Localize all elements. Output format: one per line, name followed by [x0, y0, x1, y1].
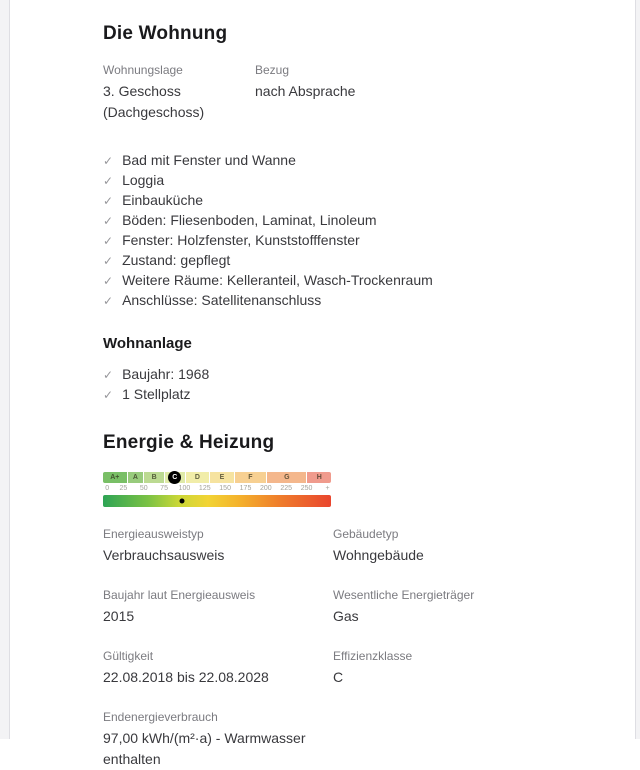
list-item	[103, 151, 573, 171]
field-label: Gültigkeit	[103, 649, 154, 663]
check-icon: ✓	[103, 274, 114, 288]
feature-text: Fenster: Holzfenster, Kunststofffenster	[122, 232, 360, 248]
check-icon: ✓	[103, 254, 114, 268]
field-bezug	[255, 63, 573, 123]
scale-tick: 0	[105, 485, 110, 492]
feature-text: Baujahr: 1968	[122, 366, 210, 382]
field-energieausweistyp	[103, 527, 333, 566]
feature-text: Anschlüsse: Satellitenanschluss	[122, 292, 322, 308]
field-value: 3. Geschoss (Dachgeschoss)	[103, 83, 205, 120]
scale-tick: 200	[260, 485, 272, 492]
energy-class-segment-g	[267, 472, 306, 483]
energy-class-label: E	[219, 474, 225, 481]
field-value: 22.08.2018 bis 22.08.2028	[103, 669, 269, 685]
energy-gradient-bar	[103, 495, 331, 507]
field-value: nach Absprache	[255, 83, 356, 99]
energy-class-segment-h	[307, 472, 331, 483]
list-item	[103, 171, 573, 191]
energy-class-segment-d	[186, 472, 210, 483]
feature-text: 1 Stellplatz	[122, 386, 191, 402]
scale-tick: 100	[178, 485, 191, 492]
feature-text: Einbauküche	[122, 192, 204, 208]
energy-class-strip	[103, 472, 331, 483]
scale-tick: 25	[119, 485, 128, 492]
energy-class-label: A+	[110, 474, 120, 481]
scale-tick: 250	[300, 485, 313, 492]
check-icon: ✓	[103, 214, 114, 228]
energy-class-segment-c-selected	[165, 472, 185, 483]
energy-class-label: F	[248, 474, 253, 481]
page-left-margin	[0, 0, 10, 739]
scale-tick: 225	[280, 485, 293, 492]
field-effizienzklasse	[333, 649, 573, 688]
field-label: Wesentliche Energieträger	[333, 588, 475, 602]
energy-class-label: G	[284, 474, 290, 481]
feature-text: Bad mit Fenster und Wanne	[122, 152, 296, 168]
field-label: Gebäudetyp	[333, 527, 399, 541]
energy-class-label: D	[194, 474, 200, 481]
field-baujahr-energieausweis	[103, 588, 333, 627]
check-icon: ✓	[103, 388, 114, 402]
energy-class-segment-e	[210, 472, 234, 483]
field-gueltigkeit	[103, 649, 333, 688]
feature-text: Zustand: gepflegt	[122, 252, 231, 268]
list-item	[103, 251, 573, 271]
field-value: Verbrauchsausweis	[103, 547, 225, 563]
field-label: Effizienzklasse	[333, 649, 413, 663]
list-item	[103, 385, 573, 405]
energy-class-label: B	[151, 474, 157, 481]
page-right-margin	[635, 0, 640, 739]
energy-class-label: H	[316, 474, 322, 481]
field-value: C	[333, 669, 344, 685]
field-gebaeudetyp	[333, 527, 573, 566]
field-label: Wohnungslage	[103, 63, 183, 77]
list-item	[103, 365, 573, 385]
field-label: Baujahr laut Energieausweis	[103, 588, 256, 602]
scale-tick: 150	[219, 485, 231, 492]
energy-fields	[103, 527, 573, 770]
section-title-energie: Energie & Heizung	[103, 432, 275, 453]
field-value: Wohngebäude	[333, 547, 424, 563]
complex-feature-list	[103, 365, 573, 405]
field-label: Endenergieverbrauch	[103, 710, 218, 724]
energy-efficiency-scale	[103, 472, 331, 507]
energy-class-segment-f	[235, 472, 266, 483]
selected-energy-class-badge: C	[168, 471, 181, 484]
check-icon: ✓	[103, 154, 114, 168]
list-item	[103, 191, 573, 211]
list-item	[103, 231, 573, 251]
section-title-wohnanlage: Wohnanlage	[103, 335, 192, 352]
energy-class-segment-a	[128, 472, 144, 483]
scale-tick: +	[325, 485, 330, 492]
list-item	[103, 291, 573, 311]
field-value: 97,00 kWh/(m²·a) - Warmwasser enthalten	[103, 730, 306, 767]
field-wohnungslage	[103, 63, 255, 123]
field-value: 2015	[103, 608, 135, 624]
check-icon: ✓	[103, 294, 114, 308]
scale-tick: 75	[160, 485, 168, 492]
apartment-feature-list	[103, 151, 573, 311]
field-label: Energieausweistyp	[103, 527, 204, 541]
field-endenergieverbrauch	[103, 710, 333, 770]
check-icon: ✓	[103, 368, 114, 382]
section-title-wohnung: Die Wohnung	[103, 23, 228, 44]
listing-detail-content	[103, 0, 573, 770]
field-label: Bezug	[255, 63, 290, 77]
list-item	[103, 211, 573, 231]
check-icon: ✓	[103, 234, 114, 248]
consumption-marker-dot	[179, 499, 184, 504]
energy-class-segment-b	[144, 472, 164, 483]
field-energietraeger	[333, 588, 573, 627]
check-icon: ✓	[103, 194, 114, 208]
energy-scale-ticks	[103, 485, 331, 493]
energy-class-segment-aplus	[103, 472, 127, 483]
apartment-fields	[103, 63, 573, 123]
feature-text: Loggia	[122, 172, 165, 188]
feature-text: Weitere Räume: Kelleranteil, Wasch-Trockenraum	[122, 272, 433, 288]
energy-class-label: A	[132, 474, 138, 481]
feature-text: Böden: Fliesenboden, Laminat, Linoleum	[122, 212, 377, 228]
field-value: Gas	[333, 608, 359, 624]
list-item	[103, 271, 573, 291]
scale-tick: 175	[239, 485, 252, 492]
check-icon: ✓	[103, 174, 114, 188]
scale-tick: 125	[198, 485, 211, 492]
scale-tick: 50	[139, 485, 148, 492]
